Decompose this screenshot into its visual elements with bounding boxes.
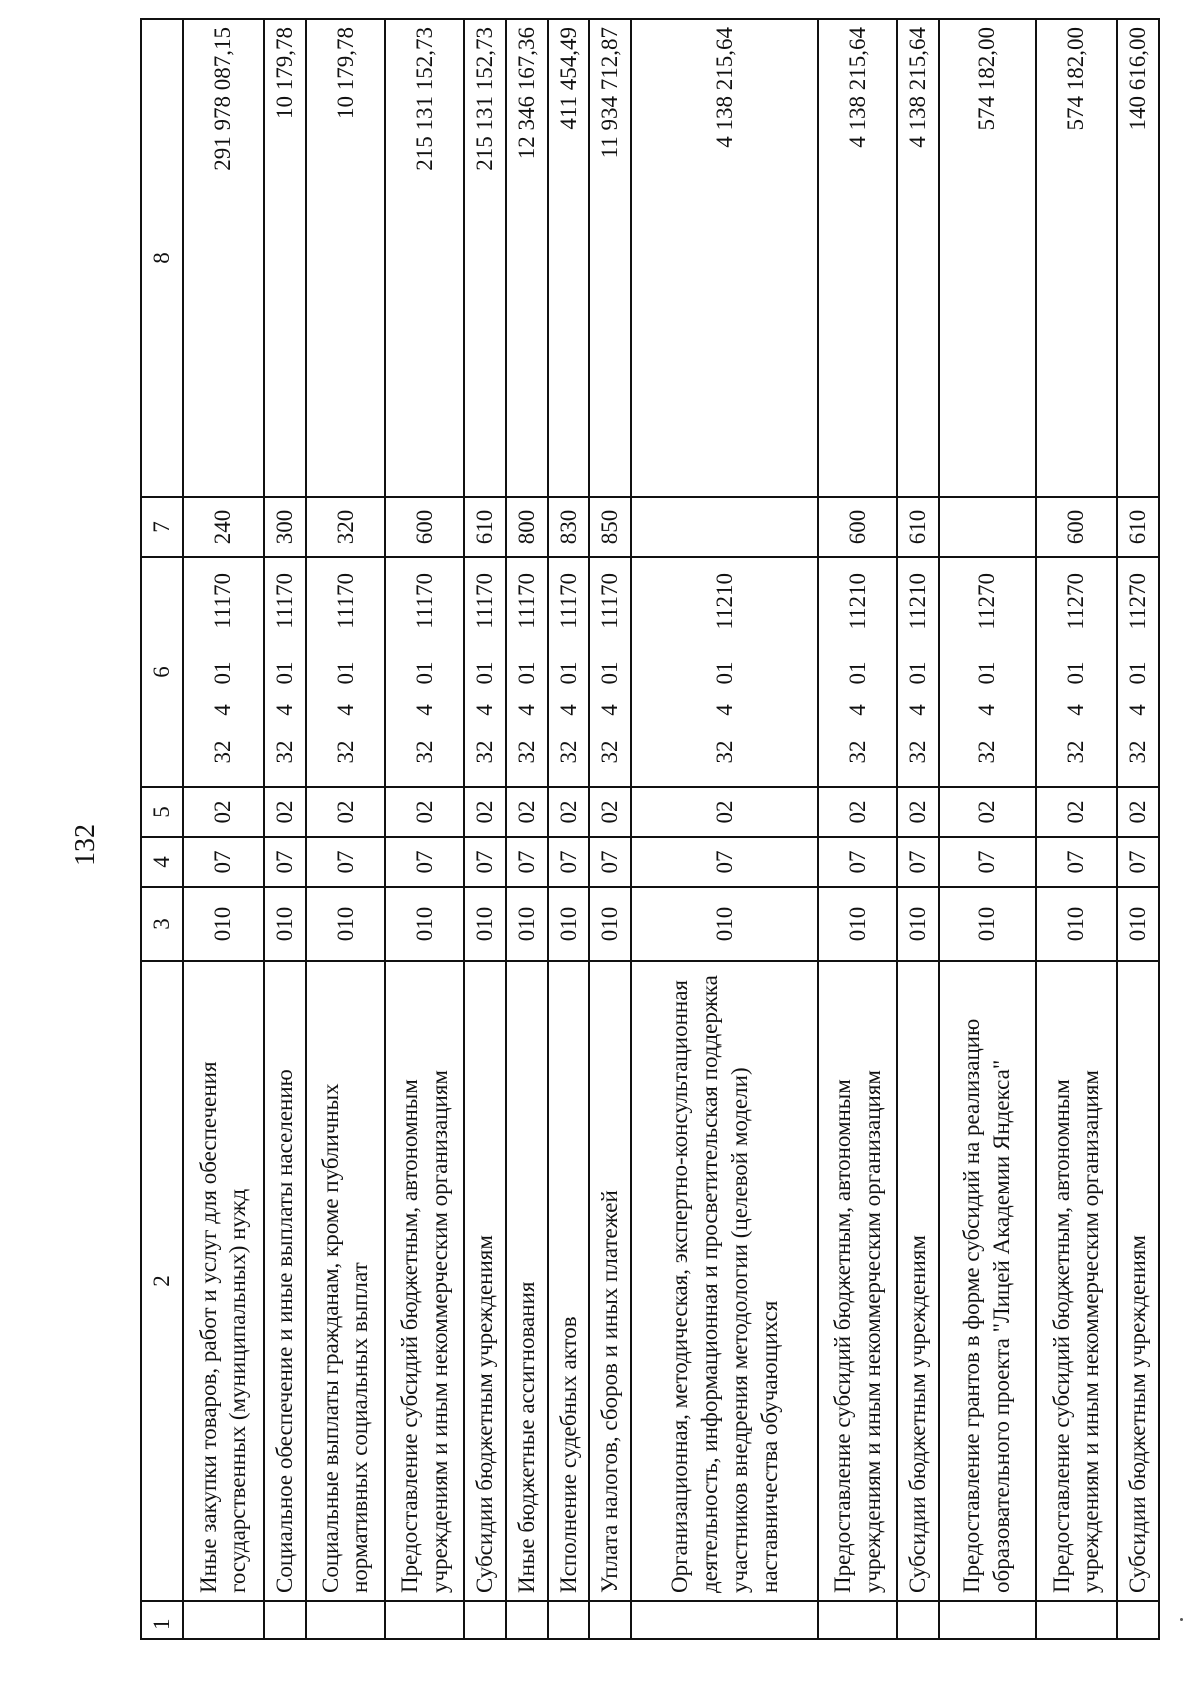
expense-type-cell: 240 [183,497,264,557]
target-article-cell [818,557,897,787]
expense-type-cell [939,497,1036,557]
item-name-cell: Исполнение судебных актов [548,961,590,1601]
target-article-part: 11170 [210,573,236,629]
header-col-8: 8 [141,19,183,497]
ministry-code-cell: 010 [897,887,939,961]
ministry-code-cell: 010 [183,887,264,961]
ministry-code-cell: 010 [1117,887,1159,961]
row-index-cell [589,1601,631,1639]
target-article-part: 11210 [844,573,870,630]
target-article-part: 01 [1063,661,1089,685]
ministry-code-cell: 010 [939,887,1036,961]
subsection-code-cell: 02 [385,787,464,837]
ministry-code-cell: 010 [464,887,506,961]
item-name-cell: Организационная, методическая, экспертно-консультационная деятельность, информационная и просветительская поддержка участников внедрения методологии (целевой модели) наставничества обучающихся [631,961,818,1601]
target-article-part: 01 [597,661,623,685]
ministry-code-cell: 010 [385,887,464,961]
item-name-cell: Иные бюджетные ассигнования [506,961,548,1601]
row-index-cell [183,1601,264,1639]
target-article-part: 11170 [411,573,437,629]
target-article-part: 32 [210,740,236,764]
target-article-part: 01 [513,661,539,685]
expense-type-cell: 800 [506,497,548,557]
table-row [1117,19,1159,1639]
subsection-code-cell: 02 [1036,787,1117,837]
target-article-part: 4 [974,704,1000,716]
subsection-code-cell: 02 [818,787,897,837]
page-number: 132 [70,824,101,866]
header-col-1: 1 [141,1601,183,1639]
section-code-cell: 07 [939,837,1036,887]
row-index-cell [306,1601,385,1639]
amount-cell: 4 138 215,64 [631,19,818,497]
target-article-part: 32 [905,740,931,764]
target-article-part: 32 [411,740,437,764]
section-code-cell: 07 [264,837,306,887]
target-article-part: 32 [597,740,623,764]
amount-cell: 140 616,00 [1117,19,1159,497]
target-article-part: 11170 [513,573,539,629]
ministry-code-cell: 010 [306,887,385,961]
target-article-part: 32 [711,740,737,764]
amount-cell: 574 182,00 [1036,19,1117,497]
target-article-part: 11270 [1063,573,1089,630]
target-article-code [331,565,361,779]
expense-type-cell: 600 [818,497,897,557]
target-article-code [972,565,1002,779]
target-article-part: 11210 [905,573,931,630]
table-row [385,19,464,1639]
target-article-code [410,565,440,779]
section-code-cell: 07 [183,837,264,887]
item-name-cell: Социальное обеспечение и иные выплаты населению [264,961,306,1601]
target-article-part: 4 [905,704,931,716]
target-article-part: 01 [332,661,358,685]
expense-type-cell: 830 [548,497,590,557]
ministry-code-cell: 010 [589,887,631,961]
target-article-part: 01 [1125,661,1151,685]
row-index-cell [506,1601,548,1639]
target-article-part: 32 [1125,740,1151,764]
target-article-cell [506,557,548,787]
target-article-cell [183,557,264,787]
subsection-code-cell: 02 [506,787,548,837]
target-article-part: 01 [272,661,298,685]
target-article-part: 11170 [272,573,298,629]
target-article-part: 32 [513,740,539,764]
header-col-2: 2 [141,961,183,1601]
item-name-cell: Предоставление грантов в форме субсидий на реализацию образовательного проекта "Лицей Академии Яндекса" [939,961,1036,1601]
target-article-cell [464,557,506,787]
table-header-row [141,19,183,1639]
item-name-cell: Социальные выплаты гражданам, кроме публичных нормативных социальных выплат [306,961,385,1601]
row-index-cell [631,1601,818,1639]
target-article-cell [385,557,464,787]
subsection-code-cell: 02 [631,787,818,837]
row-index-cell [897,1601,939,1639]
target-article-part: 4 [411,704,437,716]
target-article-part: 32 [555,740,581,764]
target-article-code [843,565,873,779]
expense-type-cell: 600 [385,497,464,557]
target-article-part: 4 [332,704,358,716]
table-row [306,19,385,1639]
target-article-part: 01 [711,661,737,685]
subsection-code-cell: 02 [464,787,506,837]
target-article-cell [1036,557,1117,787]
target-article-part: 01 [210,661,236,685]
expense-type-cell: 320 [306,497,385,557]
ministry-code-cell: 010 [631,887,818,961]
expense-type-cell: 850 [589,497,631,557]
target-article-part: 4 [272,704,298,716]
table-row [589,19,631,1639]
ministry-code-cell: 010 [818,887,897,961]
row-index-cell [264,1601,306,1639]
amount-cell: 4 138 215,64 [818,19,897,497]
table-row [818,19,897,1639]
target-article-part: 32 [844,740,870,764]
target-article-part: 01 [844,661,870,685]
amount-cell: 10 179,78 [306,19,385,497]
target-article-part: 4 [1063,704,1089,716]
budget-table [140,18,1160,1640]
ministry-code-cell: 010 [506,887,548,961]
target-article-part: 11270 [974,573,1000,630]
target-article-part: 11170 [332,573,358,629]
target-article-part: 32 [472,740,498,764]
item-name-cell: Субсидии бюджетным учреждениям [897,961,939,1601]
section-code-cell: 07 [306,837,385,887]
amount-cell: 215 131 152,73 [464,19,506,497]
row-index-cell [464,1601,506,1639]
row-index-cell [939,1601,1036,1639]
target-article-part: 4 [597,704,623,716]
target-article-cell [548,557,590,787]
subsection-code-cell: 02 [183,787,264,837]
target-article-cell [897,557,939,787]
target-article-code [470,565,500,779]
expense-type-cell: 610 [897,497,939,557]
target-article-code [710,565,740,779]
target-article-part: 32 [974,740,1000,764]
section-code-cell: 07 [548,837,590,887]
amount-cell: 11 934 712,87 [589,19,631,497]
item-name-cell: Предоставление субсидий бюджетным, автономным учреждениям и иным некоммерческим организациям [1036,961,1117,1601]
target-article-part: 01 [974,661,1000,685]
expense-type-cell: 610 [1117,497,1159,557]
target-article-part: 4 [711,704,737,716]
table-row [464,19,506,1639]
target-article-part: 01 [472,661,498,685]
subsection-code-cell: 02 [589,787,631,837]
target-article-code [270,565,300,779]
section-code-cell: 07 [818,837,897,887]
target-article-cell [264,557,306,787]
target-article-code [208,565,238,779]
expense-type-cell: 300 [264,497,306,557]
table-row [506,19,548,1639]
ministry-code-cell: 010 [264,887,306,961]
expense-type-cell: 600 [1036,497,1117,557]
target-article-part: 11170 [555,573,581,629]
row-index-cell [385,1601,464,1639]
amount-cell: 574 182,00 [939,19,1036,497]
target-article-part: 11210 [711,573,737,630]
subsection-code-cell: 02 [306,787,385,837]
item-name-cell: Иные закупки товаров, работ и услуг для обеспечения государственных (муниципальных) нужд [183,961,264,1601]
target-article-cell [589,557,631,787]
header-col-5: 5 [141,787,183,837]
item-name-cell: Предоставление субсидий бюджетным, автономным учреждениям и иным некоммерческим организациям [385,961,464,1601]
target-article-code [1061,565,1091,779]
subsection-code-cell: 02 [897,787,939,837]
target-article-part: 4 [472,704,498,716]
target-article-part: 01 [555,661,581,685]
item-name-cell: Субсидии бюджетным учреждениям [464,961,506,1601]
row-index-cell [1036,1601,1117,1639]
table-row [548,19,590,1639]
header-col-4: 4 [141,837,183,887]
table-row [897,19,939,1639]
rotated-table-container [140,20,1160,1640]
target-article-part: 4 [1125,704,1151,716]
target-article-part: 4 [513,704,539,716]
section-code-cell: 07 [589,837,631,887]
subsection-code-cell: 02 [548,787,590,837]
table-row [631,19,818,1639]
expense-type-cell: 610 [464,497,506,557]
row-index-cell [548,1601,590,1639]
target-article-code [554,565,584,779]
subsection-code-cell: 02 [264,787,306,837]
table-row [939,19,1036,1639]
ministry-code-cell: 010 [1036,887,1117,961]
target-article-part: 01 [905,661,931,685]
amount-cell: 10 179,78 [264,19,306,497]
item-name-cell: Предоставление субсидий бюджетным, автономным учреждениям и иным некоммерческим организациям [818,961,897,1601]
item-name-cell: Субсидии бюджетным учреждениям [1117,961,1159,1601]
section-code-cell: 07 [1117,837,1159,887]
amount-cell: 291 978 087,15 [183,19,264,497]
section-code-cell: 07 [1036,837,1117,887]
target-article-cell [306,557,385,787]
target-article-code [903,565,933,779]
table-row [264,19,306,1639]
ministry-code-cell: 010 [548,887,590,961]
section-code-cell: 07 [385,837,464,887]
target-article-part: 32 [1063,740,1089,764]
section-code-cell: 07 [464,837,506,887]
amount-cell: 411 454,49 [548,19,590,497]
target-article-part: 11170 [472,573,498,629]
row-index-cell [818,1601,897,1639]
target-article-cell [1117,557,1159,787]
target-article-code [1123,565,1153,779]
target-article-part: 4 [210,704,236,716]
target-article-part: 11270 [1125,573,1151,630]
target-article-part: 32 [332,740,358,764]
amount-cell: 215 131 152,73 [385,19,464,497]
item-name-cell: Уплата налогов, сборов и иных платежей [589,961,631,1601]
amount-cell: 12 346 167,36 [506,19,548,497]
target-article-part: 01 [411,661,437,685]
subsection-code-cell: 02 [939,787,1036,837]
target-article-part: 32 [272,740,298,764]
table-row [1036,19,1117,1639]
section-code-cell: 07 [506,837,548,887]
header-col-6: 6 [141,557,183,787]
header-col-7: 7 [141,497,183,557]
scan-speck [1180,1618,1183,1621]
section-code-cell: 07 [631,837,818,887]
target-article-cell [939,557,1036,787]
target-article-code [512,565,542,779]
row-index-cell [1117,1601,1159,1639]
target-article-part: 11170 [597,573,623,629]
expense-type-cell [631,497,818,557]
header-col-3: 3 [141,887,183,961]
target-article-part: 4 [844,704,870,716]
section-code-cell: 07 [897,837,939,887]
target-article-part: 4 [555,704,581,716]
target-article-cell [631,557,818,787]
subsection-code-cell: 02 [1117,787,1159,837]
table-row [183,19,264,1639]
amount-cell: 4 138 215,64 [897,19,939,497]
target-article-code [595,565,625,779]
